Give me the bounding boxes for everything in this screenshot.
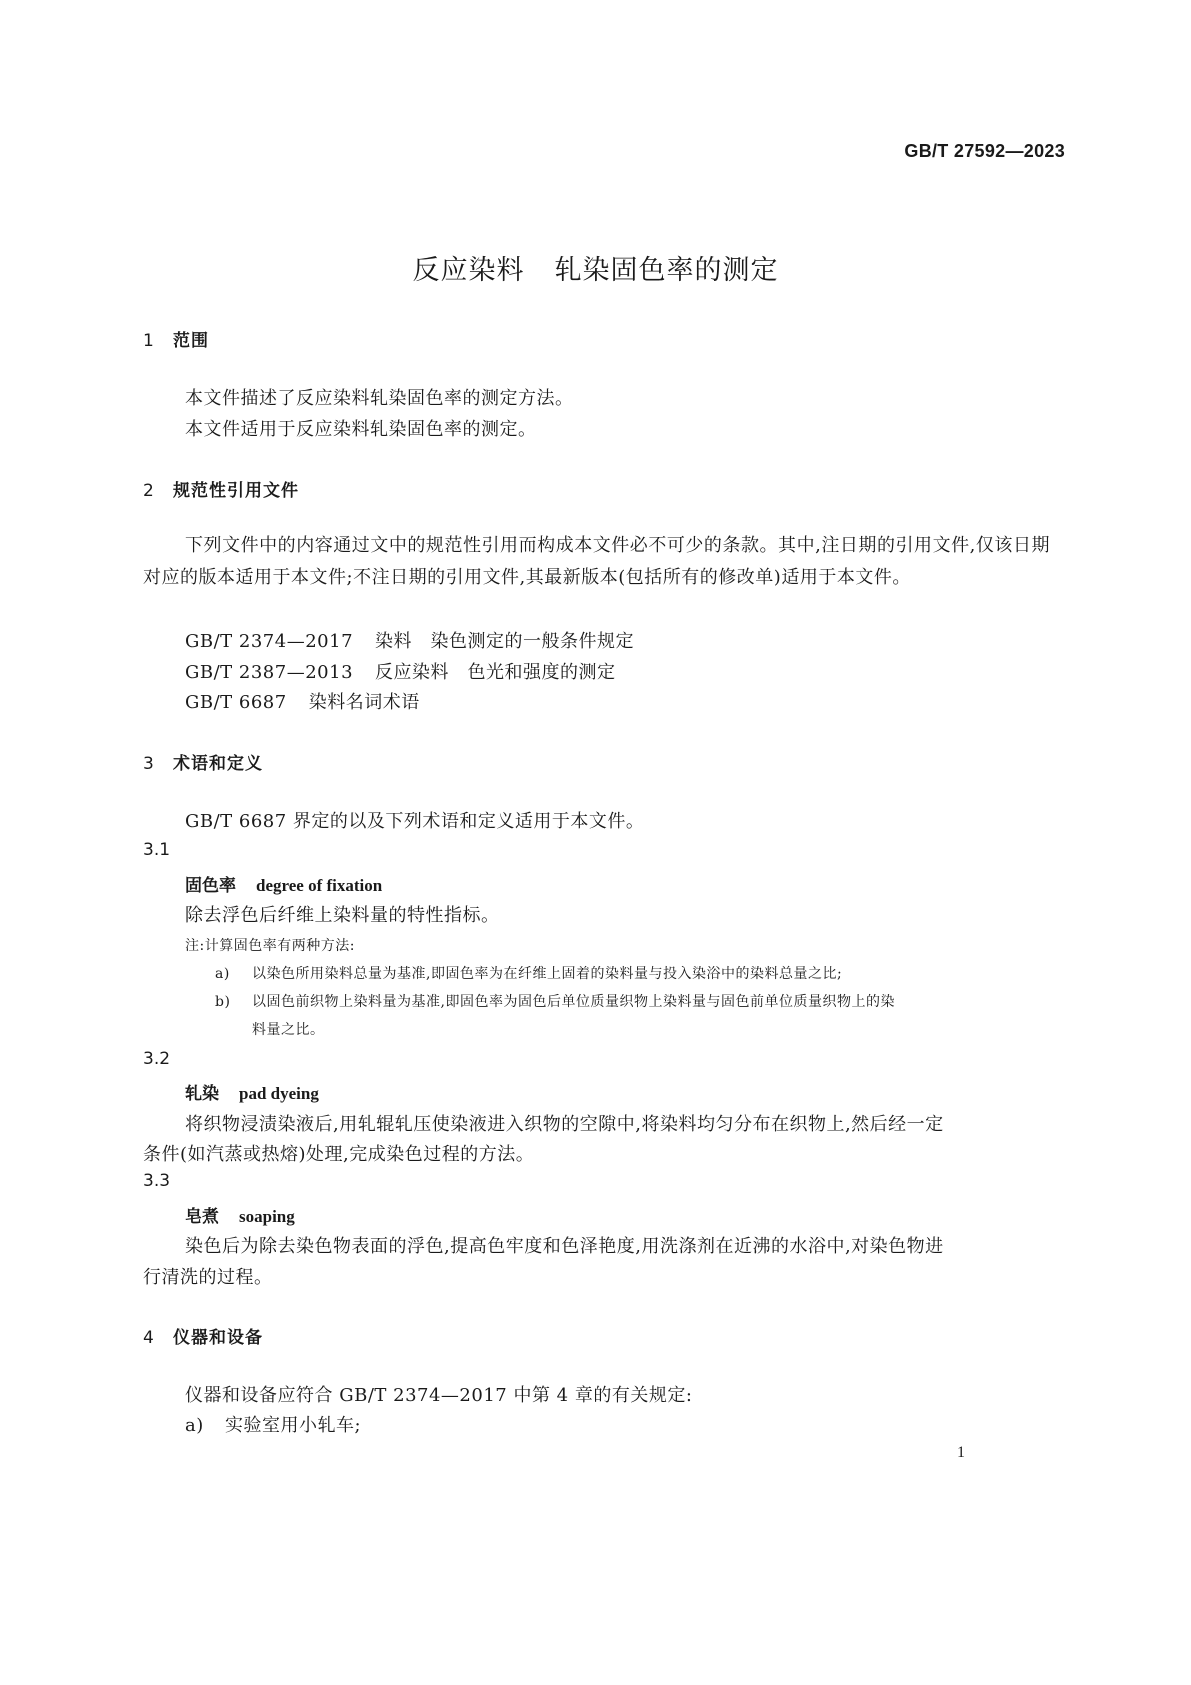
- section-3-heading: [143, 749, 263, 774]
- term-3-2: [185, 1079, 319, 1104]
- reference-code: GB/T 2374—2017: [185, 631, 354, 652]
- section-number: 3: [143, 754, 155, 774]
- scope-line-2: 本文件适用于反应染料轧染固色率的测定。: [185, 419, 537, 440]
- normative-references-intro: 下列文件中的内容通过文中的规范性引用而构成本文件必不可少的条款。其中,注日期的引用文件,仅该日期对应的版本适用于本文件;不注日期的引用文件,其最新版本(包括所有的修改单)适用于本文件。: [143, 535, 1050, 588]
- list-item-text: 实验室用小轧车;: [225, 1415, 362, 1436]
- term-3-3-definition-line-2: 行清洗的过程。: [143, 1267, 273, 1288]
- reference-title: 反应染料 色光和强度的测定: [375, 662, 616, 683]
- equipment-intro: 仪器和设备应符合 GB/T 2374—2017 中第 4 章的有关规定:: [185, 1385, 693, 1406]
- document-title: [0, 248, 1191, 287]
- reference-item: [185, 658, 616, 684]
- reference-code: GB/T 6687: [185, 692, 287, 713]
- note-item-text: 以固色前织物上染料量为基准,即固色率为固色后单位质量织物上染料量与固色前单位质量织物上的染: [252, 994, 895, 1010]
- section-4-heading: [143, 1323, 263, 1348]
- page-number: 1: [957, 1444, 965, 1461]
- term-english: pad dyeing: [239, 1084, 319, 1103]
- section-title: 仪器和设备: [173, 1328, 263, 1348]
- section-1-heading: [143, 326, 209, 351]
- term-english: soaping: [239, 1207, 295, 1226]
- term-3-2-definition-line-1: 将织物浸渍染液后,用轧辊轧压使染液进入织物的空隙中,将染料均匀分布在织物上,然后经一定: [185, 1114, 944, 1135]
- note-item-marker: b): [215, 994, 231, 1010]
- section-number: 4: [143, 1328, 155, 1348]
- term-3-3: [185, 1202, 295, 1227]
- note-item-a: [215, 963, 842, 983]
- section-title: 规范性引用文件: [173, 481, 299, 501]
- term-3-1-definition: 除去浮色后纤维上染料量的特性指标。: [185, 905, 500, 926]
- term-chinese: 固色率: [185, 876, 236, 896]
- section-number: 1: [143, 331, 155, 351]
- note-item-b: [215, 991, 895, 1011]
- title-part-1: 反应染料: [412, 255, 525, 286]
- reference-title: 染料名词术语: [308, 692, 420, 713]
- term-number-3-1: 3.1: [143, 840, 171, 860]
- scope-line-1: 本文件描述了反应染料轧染固色率的测定方法。: [185, 388, 574, 409]
- section-title: 术语和定义: [173, 754, 263, 774]
- reference-item: [185, 688, 420, 714]
- term-3-2-definition-line-2: 条件(如汽蒸或热熔)处理,完成染色过程的方法。: [143, 1144, 535, 1165]
- term-english: degree of fixation: [256, 876, 383, 895]
- equipment-item-a: [185, 1411, 361, 1437]
- term-number-3-2: 3.2: [143, 1049, 171, 1069]
- section-title: 范围: [173, 331, 209, 351]
- note-item-marker: a): [215, 966, 230, 982]
- reference-code: GB/T 2387—2013: [185, 662, 354, 683]
- term-3-3-definition-line-1: 染色后为除去染色物表面的浮色,提高色牢度和色泽艳度,用洗涤剂在近沸的水浴中,对染色物进: [185, 1236, 944, 1257]
- note-label: 注:计算固色率有两种方法:: [185, 938, 355, 954]
- reference-title: 染料 染色测定的一般条件规定: [375, 631, 635, 652]
- list-item-marker: a): [185, 1415, 204, 1436]
- term-chinese: 轧染: [185, 1084, 219, 1104]
- reference-item: [185, 627, 634, 653]
- standard-code: GB/T 27592—2023: [904, 141, 1065, 161]
- section-number: 2: [143, 481, 155, 501]
- terms-intro: GB/T 6687 界定的以及下列术语和定义适用于本文件。: [185, 811, 645, 832]
- term-number-3-3: 3.3: [143, 1171, 171, 1191]
- term-3-1: [185, 871, 382, 896]
- section-2-heading: [143, 476, 299, 501]
- title-part-2: 轧染固色率的测定: [554, 255, 779, 286]
- term-chinese: 皂煮: [185, 1207, 219, 1227]
- note-item-text: 以染色所用染料总量为基准,即固色率为在纤维上固着的染料量与投入染浴中的染料总量之比;: [252, 966, 843, 982]
- note-item-b-continuation: 料量之比。: [252, 1022, 325, 1038]
